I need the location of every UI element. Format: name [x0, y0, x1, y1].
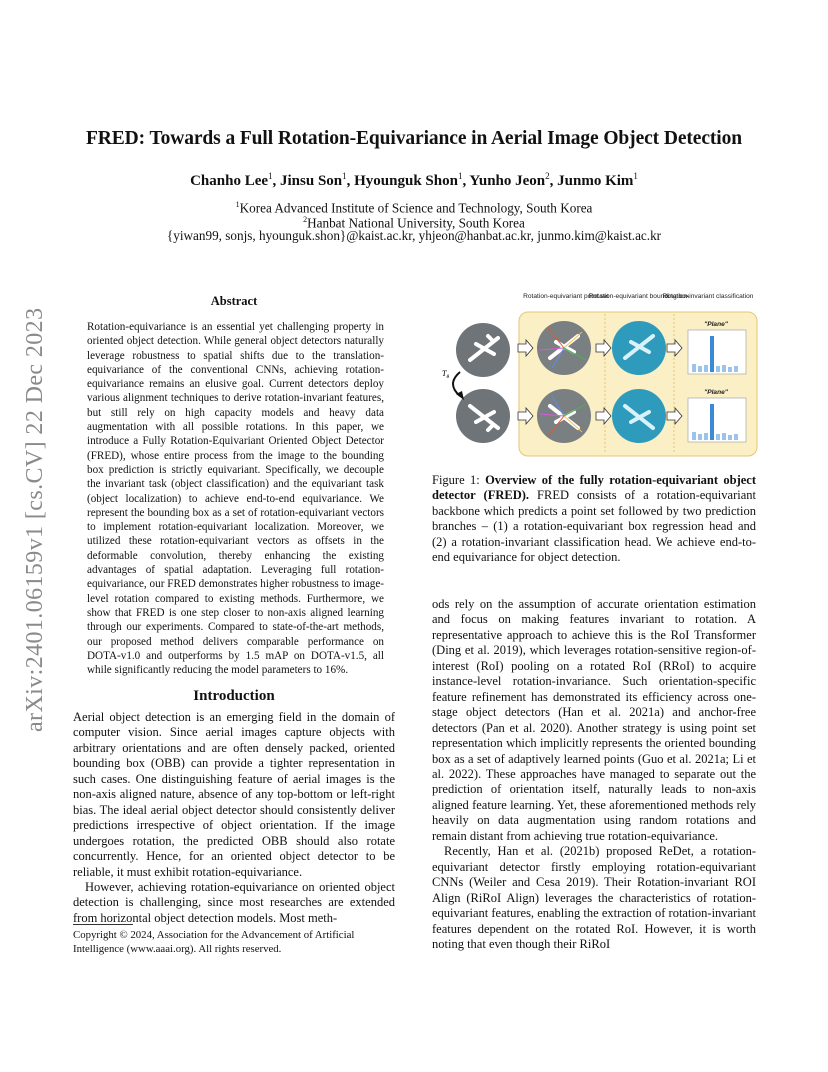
figure-column-label: Rotation-invariant classification [662, 293, 754, 300]
author: Yunho Jeon$^2$ [469, 171, 550, 189]
section-heading-introduction: Introduction [193, 688, 275, 704]
author: Chanho Lee$^1$ [190, 171, 273, 189]
paragraph: Aerial object detection is an emerging field in the domain of computer vision. Since aerial images capture objects with arbitrary orientations and are often densely packed, oriented bounding box (OBB) can provide a tighter representation in such cases. One distinguishing feature of aerial images is the non-axis aligned nature, absence of any top-bottom or left-right bias. The ideal aerial object detector should consistently deliver predictions irrespective of object orientation. If the image undergoes rotation, the predicted OBB should also rotate concurrently. Hence, for an oriented object detector to be reliable, it must exhibit rotation-equivariance. [73, 710, 395, 879]
affiliation: $^1$Korea Advanced Institute of Science and Technology, South Korea [235, 200, 593, 216]
transform-label: $T_\theta$ [442, 369, 450, 380]
abstract-heading: Abstract [210, 294, 258, 308]
copyright-footnote: Copyright © 2024, Association for the Advancement of Artificial Intelligence (www.aaai.org). All rights reserved. [73, 929, 355, 955]
abstract-body: Rotation-equivariance is an essential yet challenging property in oriented object detection. While general object detectors naturally leverage robustness to spatial shifts due to the translation-equivariance of the conventional CNNs, achieving rotation-equivariance remains an elusive goal. Current detectors deploy various alignment techniques to derive rotation-invariant features, but still rely on high capacity models and heavy data augmentation with all possible rotations. In this paper, we introduce a Fully Rotation-Equivariant Oriented Object Detector (FRED), whose entire process from the image to the bounding box prediction is strictly equivariant. Specifically, we decouple the invariant task (object classification) and the equivariant task (object localization) to achieve end-to-end equivariance. We represent the bounding box as a set of rotation-equivariant vectors to implement rotation-equivariant localization. Moreover, we utilized these rotation-equivariant vectors as offsets in the deformable convolution, thereby enhancing the existing advantages of spatial adaptation. Leveraging full rotation-equivariance, our FRED demonstrates higher robustness to image-level rotation compared to existing methods. Furthermore, we show that FRED is one step closer to non-axis aligned learning through our experiments. Compared to state-of-the-art methods, our proposed method delivers comparable performance on DOTA-v1.0 and outperforms by 1.5 mAP on DOTA-v1.5, all while significantly reducing the model parameters to 16%. [87, 321, 384, 677]
rotation-arrow [453, 372, 460, 396]
footnote-divider [73, 924, 133, 925]
class-label: "Plane" [704, 321, 728, 328]
figure-column-label: Rotation-equivariant point set [523, 293, 609, 300]
figure-1-overview-diagram [440, 288, 760, 458]
figure-1-caption: Figure 1: Overview of the fully rotation-equivariant object detector (FRED). FRED consists of a rotation-equivariant backbone which predicts a point set followed by two prediction branches – (1) a rotation-equivariant box regression head and (2) a rotation-invariant classification head. We achieve end-to-end equivariance for object detection. [432, 473, 757, 565]
author-list: Chanho Lee$^1$, Jinsu Son$^1$, Hyounguk Shon$^1$, Yunho Jeon$^2$, Junmo Kim$^1$ [190, 171, 638, 189]
arxiv-identifier: arXiv:2401.06159v1 [cs.CV] 22 Dec 2023 [22, 307, 48, 732]
author: Hyounguk Shon$^1$ [354, 171, 463, 189]
right-column-body [432, 597, 756, 952]
author: Junmo Kim$^1$ [557, 171, 638, 189]
paragraph: ods rely on the assumption of accurate orientation estimation and focus on making features invariant to rotation. A representative approach to achieve this is the RoI Transformer (Ding et al. 2019), which leverages rotation-sensitive region-of-interest (RoI) pooling on a rotated RoI (RRoI) to acquire instance-level rotation-invariance. Such orientation-specific feature refinement has demonstrated its efficiency across one-stage object detectors (Han et al. 2021a) and anchor-free detectors (Pan et al. 2020). Another strategy is using point set representation which implicitly represents the oriented bounding box as a set of adaptively learned points (Guo et al. 2021a; Li et al. 2022). These approaches have managed to separate out the prediction of orientation itself, naturally leads to non-axis aligned feature learning. Yet, these aforementioned methods rely heavily on data augmentation using random rotations and remain distant from achieving true rotation-equivariance. [432, 597, 756, 843]
caption-title: Overview of the fully rotation-equivariant object detector (FRED). [432, 473, 757, 503]
author-emails: {yiwan99, sonjs, hyounguk.shon}@kaist.ac.kr, yhjeon@hanbat.ac.kr, junmo.kim@kaist.ac.kr [166, 228, 662, 243]
author: Jinsu Son$^1$ [280, 171, 347, 189]
paragraph: Recently, Han et al. (2021b) proposed ReDet, a rotation-equivariant detector firstly employing rotation-equivariant CNNs (Weiler and Cesa 2019). Their Rotation-invariant ROI Align (RiRoI Align) leverages the characteristics of rotation-equivariant features, enabling the extraction of rotation-invariant features dependent on the rotated RoI. However, it is worth noting that even though their RiRoI [432, 844, 756, 951]
figure-column-label: Rotation-equivariant bounding box [588, 293, 690, 300]
class-label: "Plane" [704, 389, 728, 396]
paper-title: FRED: Towards a Full Rotation-Equivariance in Aerial Image Object Detection [85, 128, 742, 149]
paragraph: However, achieving rotation-equivariance on oriented object detection is challenging, since most researches are extended from horizontal object detection models. Most meth- [73, 879, 395, 925]
class-peak-bar [710, 404, 714, 440]
introduction-body [73, 710, 395, 926]
affiliation: $^2$Hanbat National University, South Korea [303, 215, 525, 231]
class-peak-bar [710, 336, 714, 372]
